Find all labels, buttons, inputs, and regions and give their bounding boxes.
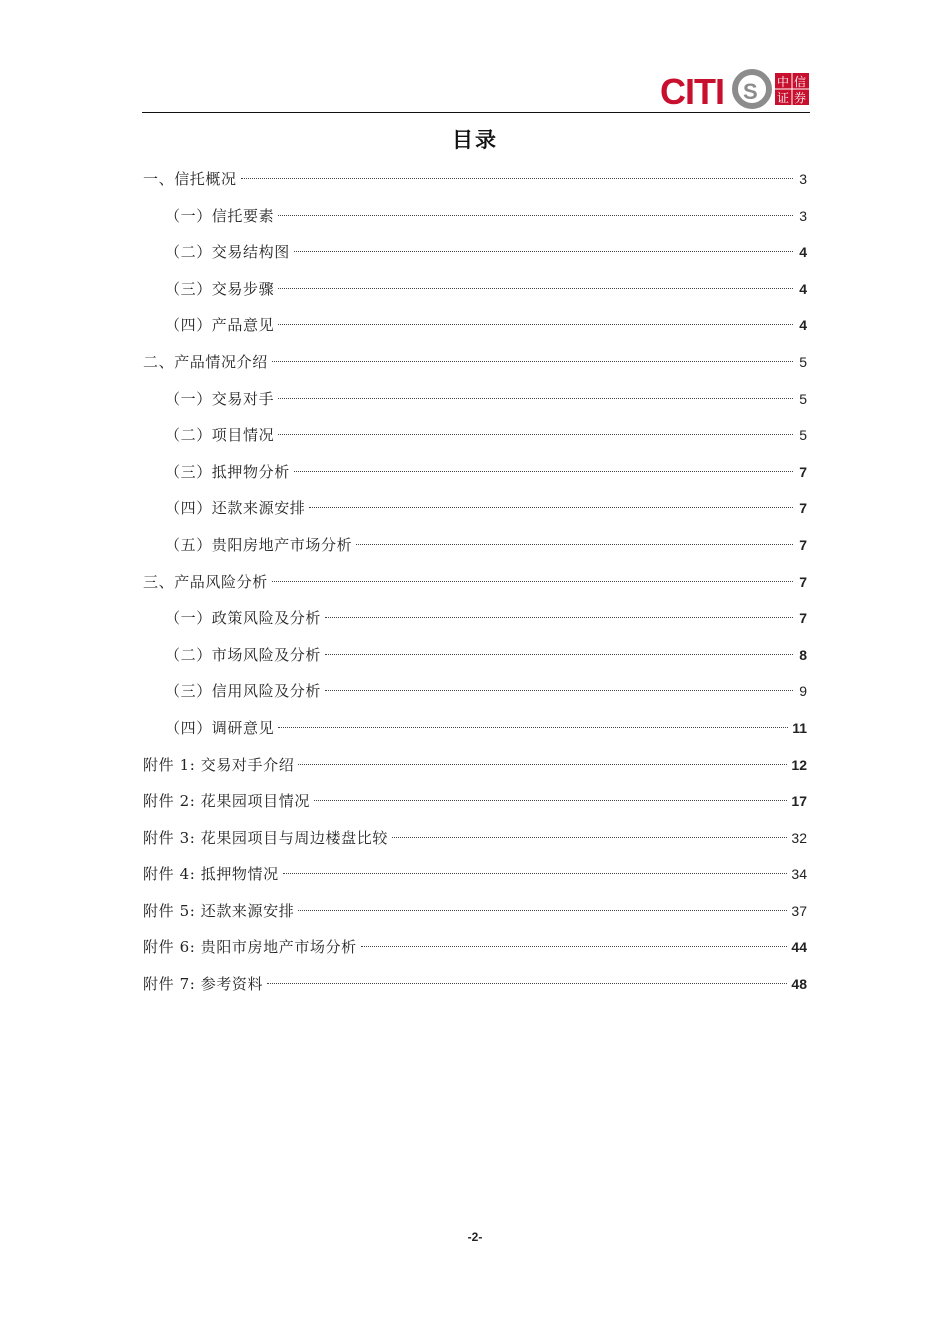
toc-entry-label: （一）政策风险及分析: [165, 609, 322, 628]
toc-entry-page-number: 7: [799, 610, 807, 627]
toc-entry-page-number: 5: [799, 390, 807, 407]
toc-entry[interactable]: [143, 203, 807, 240]
toc-dot-leader: [294, 471, 793, 472]
toc-title: 目录: [452, 128, 498, 152]
toc-entry[interactable]: [143, 166, 807, 203]
toc-entry[interactable]: [143, 678, 807, 715]
toc-dot-leader: [356, 544, 793, 545]
toc-dot-leader: [309, 507, 793, 508]
toc-entry-label: 附件 3: 花果园项目与周边楼盘比较: [143, 828, 388, 847]
toc-dot-leader: [314, 800, 787, 801]
toc-entry[interactable]: [143, 934, 807, 971]
toc-entry-page-number: 8: [799, 646, 807, 663]
toc-entry-page-number: 7: [799, 463, 807, 480]
toc-entry-label: （三）抵押物分析: [165, 462, 290, 481]
toc-entry[interactable]: [143, 569, 807, 606]
toc-entry-page-number: 4: [799, 317, 807, 334]
toc-entry[interactable]: [143, 752, 807, 789]
toc-entry-label: （一）信托要素: [165, 206, 275, 225]
toc-entry[interactable]: [143, 788, 807, 825]
toc-entry[interactable]: [143, 825, 807, 862]
svg-text:中: 中: [777, 75, 790, 89]
toc-entry-label: （三）信用风险及分析: [165, 682, 322, 701]
toc-entry-label: 附件 7: 参考资料: [143, 975, 264, 994]
toc-entry[interactable]: [143, 349, 807, 386]
toc-entry-label: 二、产品情况介绍: [143, 352, 268, 371]
toc-dot-leader: [267, 983, 787, 984]
toc-entry-page-number: 44: [791, 939, 807, 956]
toc-entry-label: （四）调研意见: [165, 718, 275, 737]
page-number: -2-: [467, 1230, 483, 1244]
toc-entry[interactable]: [143, 495, 807, 532]
svg-text:券: 券: [794, 91, 807, 105]
toc-entry-label: 附件 6: 贵阳市房地产市场分析: [143, 938, 357, 957]
toc-dot-leader: [298, 764, 787, 765]
toc-entry[interactable]: [143, 239, 807, 276]
toc-dot-leader: [392, 837, 787, 838]
toc-entry-page-number: 3: [799, 171, 807, 187]
toc-dot-leader: [325, 617, 793, 618]
toc-entry-page-number: 9: [799, 683, 807, 700]
toc-dot-leader: [294, 251, 793, 252]
toc-entry-label: 附件 4: 抵押物情况: [143, 865, 279, 884]
toc-entry[interactable]: [143, 386, 807, 423]
toc-dot-leader: [278, 288, 793, 289]
toc-dot-leader: [278, 434, 793, 435]
toc-entry[interactable]: [143, 422, 807, 459]
citics-logo: [660, 68, 810, 110]
toc-entry-page-number: 37: [791, 902, 807, 919]
toc-entry-page-number: 5: [799, 353, 807, 370]
toc-entry-page-number: 3: [799, 207, 807, 224]
toc-entry-label: （二）交易结构图: [165, 243, 290, 262]
toc-entry-label: （一）交易对手: [165, 389, 275, 408]
toc-entry-page-number: 4: [799, 280, 807, 297]
header-divider: [142, 112, 810, 113]
toc-entry-label: （三）交易步骤: [165, 279, 275, 298]
toc-entry[interactable]: [143, 276, 807, 313]
toc-entry[interactable]: [143, 861, 807, 898]
toc-entry-label: （四）还款来源安排: [165, 499, 306, 518]
toc-entry-label: 附件 5: 还款来源安排: [143, 901, 295, 920]
toc-entry[interactable]: [143, 971, 807, 1008]
toc-dot-leader: [325, 654, 793, 655]
toc-entry-page-number: 48: [791, 976, 807, 993]
toc-entry[interactable]: [143, 459, 807, 496]
toc-entry-label: （五）贵阳房地产市场分析: [165, 535, 353, 554]
toc-entry[interactable]: [143, 532, 807, 569]
toc-entry[interactable]: [143, 605, 807, 642]
toc-entry-page-number: 5: [799, 427, 807, 444]
toc-entry-label: （二）项目情况: [165, 426, 275, 445]
toc-entry-page-number: 7: [799, 500, 807, 517]
toc-entry-label: （二）市场风险及分析: [165, 645, 322, 664]
toc-entry-page-number: 11: [792, 719, 807, 736]
toc-entry-label: 一、信托概况: [143, 170, 237, 188]
toc-entry-page-number: 4: [799, 244, 807, 261]
toc-entry-label: （四）产品意见: [165, 316, 275, 335]
toc-entry-label: 附件 1: 交易对手介绍: [143, 755, 295, 774]
toc-entry-page-number: 34: [791, 866, 807, 883]
toc-entry-label: 附件 2: 花果园项目情况: [143, 792, 310, 811]
toc-dot-leader: [283, 873, 788, 874]
toc-entry[interactable]: [143, 312, 807, 349]
toc-dot-leader: [278, 727, 788, 728]
toc-entry-page-number: 7: [799, 573, 807, 590]
citics-logo-graphic: [660, 68, 810, 110]
toc-dot-leader: [298, 910, 787, 911]
toc-entry[interactable]: [143, 642, 807, 679]
table-of-contents: [143, 166, 807, 1008]
toc-dot-leader: [272, 361, 793, 362]
toc-dot-leader: [272, 581, 793, 582]
toc-dot-leader: [361, 946, 788, 947]
toc-dot-leader: [278, 215, 793, 216]
toc-entry-page-number: 17: [791, 793, 807, 810]
toc-entry-label: 三、产品风险分析: [143, 572, 268, 591]
toc-dot-leader: [325, 690, 793, 691]
toc-dot-leader: [278, 398, 793, 399]
svg-text:证: 证: [777, 91, 790, 105]
toc-entry-page-number: 12: [791, 756, 807, 773]
toc-dot-leader: [241, 178, 793, 179]
toc-entry-page-number: 32: [791, 829, 807, 846]
svg-text:S: S: [743, 79, 758, 104]
toc-entry-page-number: 7: [799, 536, 807, 553]
svg-text:CITI: CITI: [660, 71, 724, 110]
svg-text:信: 信: [794, 75, 807, 89]
toc-dot-leader: [278, 324, 793, 325]
toc-entry[interactable]: [143, 898, 807, 935]
toc-entry[interactable]: [143, 715, 807, 752]
